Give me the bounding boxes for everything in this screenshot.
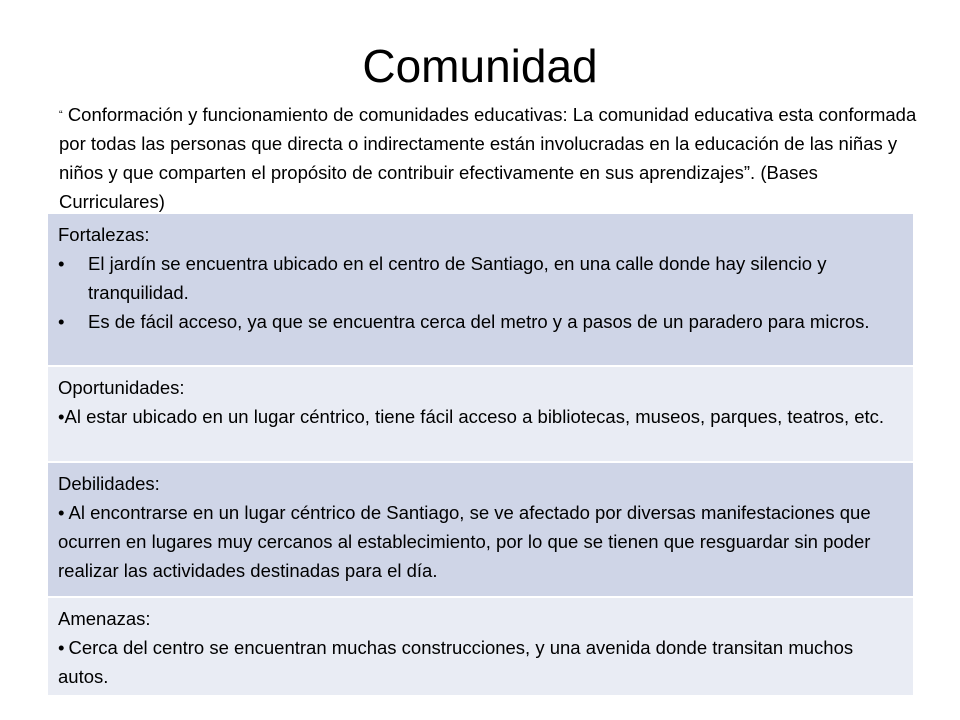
- list-item: [58, 307, 903, 336]
- row-debilidades: [48, 463, 913, 598]
- oportunidad-text: Al estar ubicado en un lugar céntrico, tiene fácil acceso a bibliotecas, museos, parques, teatros, etc.: [64, 406, 885, 427]
- opening-quote-mark: “: [59, 109, 63, 121]
- debilidad-text: Al encontrarse en un lugar céntrico de Santiago, se ve afectado por diversas manifestaciones que ocurren en lugares muy cercanos al establecimiento, por lo que se tienen que resguardar sin poder realizar las actividades destinadas para el día.: [58, 502, 871, 581]
- quote-paragraph: [59, 100, 919, 216]
- bullet-icon: •: [58, 406, 65, 427]
- amenazas-item: [58, 633, 903, 691]
- oportunidades-heading: Oportunidades:: [58, 377, 185, 398]
- row-oportunidades: [48, 367, 913, 463]
- fortalezas-heading: Fortalezas:: [58, 224, 150, 245]
- fortaleza-text: Es de fácil acceso, ya que se encuentra cerca del metro y a pasos de un paradero para micros.: [88, 311, 870, 332]
- bullet-icon: •: [58, 502, 65, 523]
- list-item: [58, 249, 903, 307]
- amenazas-heading: Amenazas:: [58, 608, 151, 629]
- foda-table: [48, 214, 913, 695]
- debilidades-item: [58, 498, 903, 585]
- quote-text: Conformación y funcionamiento de comunidades educativas: La comunidad educativa esta conformada por todas las personas que directa o indirectamente están involucradas en la educación de las niñas y niños y que comparten el propósito de contribuir efectivamente en sus aprendizajes”. (Bases Curriculares): [59, 104, 917, 212]
- slide-title: Comunidad: [362, 40, 598, 92]
- bullet-icon: •: [58, 253, 65, 274]
- oportunidades-item: [58, 402, 903, 431]
- debilidades-heading: Debilidades:: [58, 473, 160, 494]
- row-amenazas: [48, 598, 913, 695]
- row-fortalezas: [48, 214, 913, 367]
- amenaza-text: Cerca del centro se encuentran muchas construcciones, y una avenida donde transitan muchos autos.: [58, 637, 854, 687]
- fortalezas-list: [58, 249, 903, 336]
- bullet-icon: •: [58, 311, 65, 332]
- bullet-icon: •: [58, 637, 65, 658]
- fortaleza-text: El jardín se encuentra ubicado en el centro de Santiago, en una calle donde hay silencio y tranquilidad.: [88, 253, 827, 303]
